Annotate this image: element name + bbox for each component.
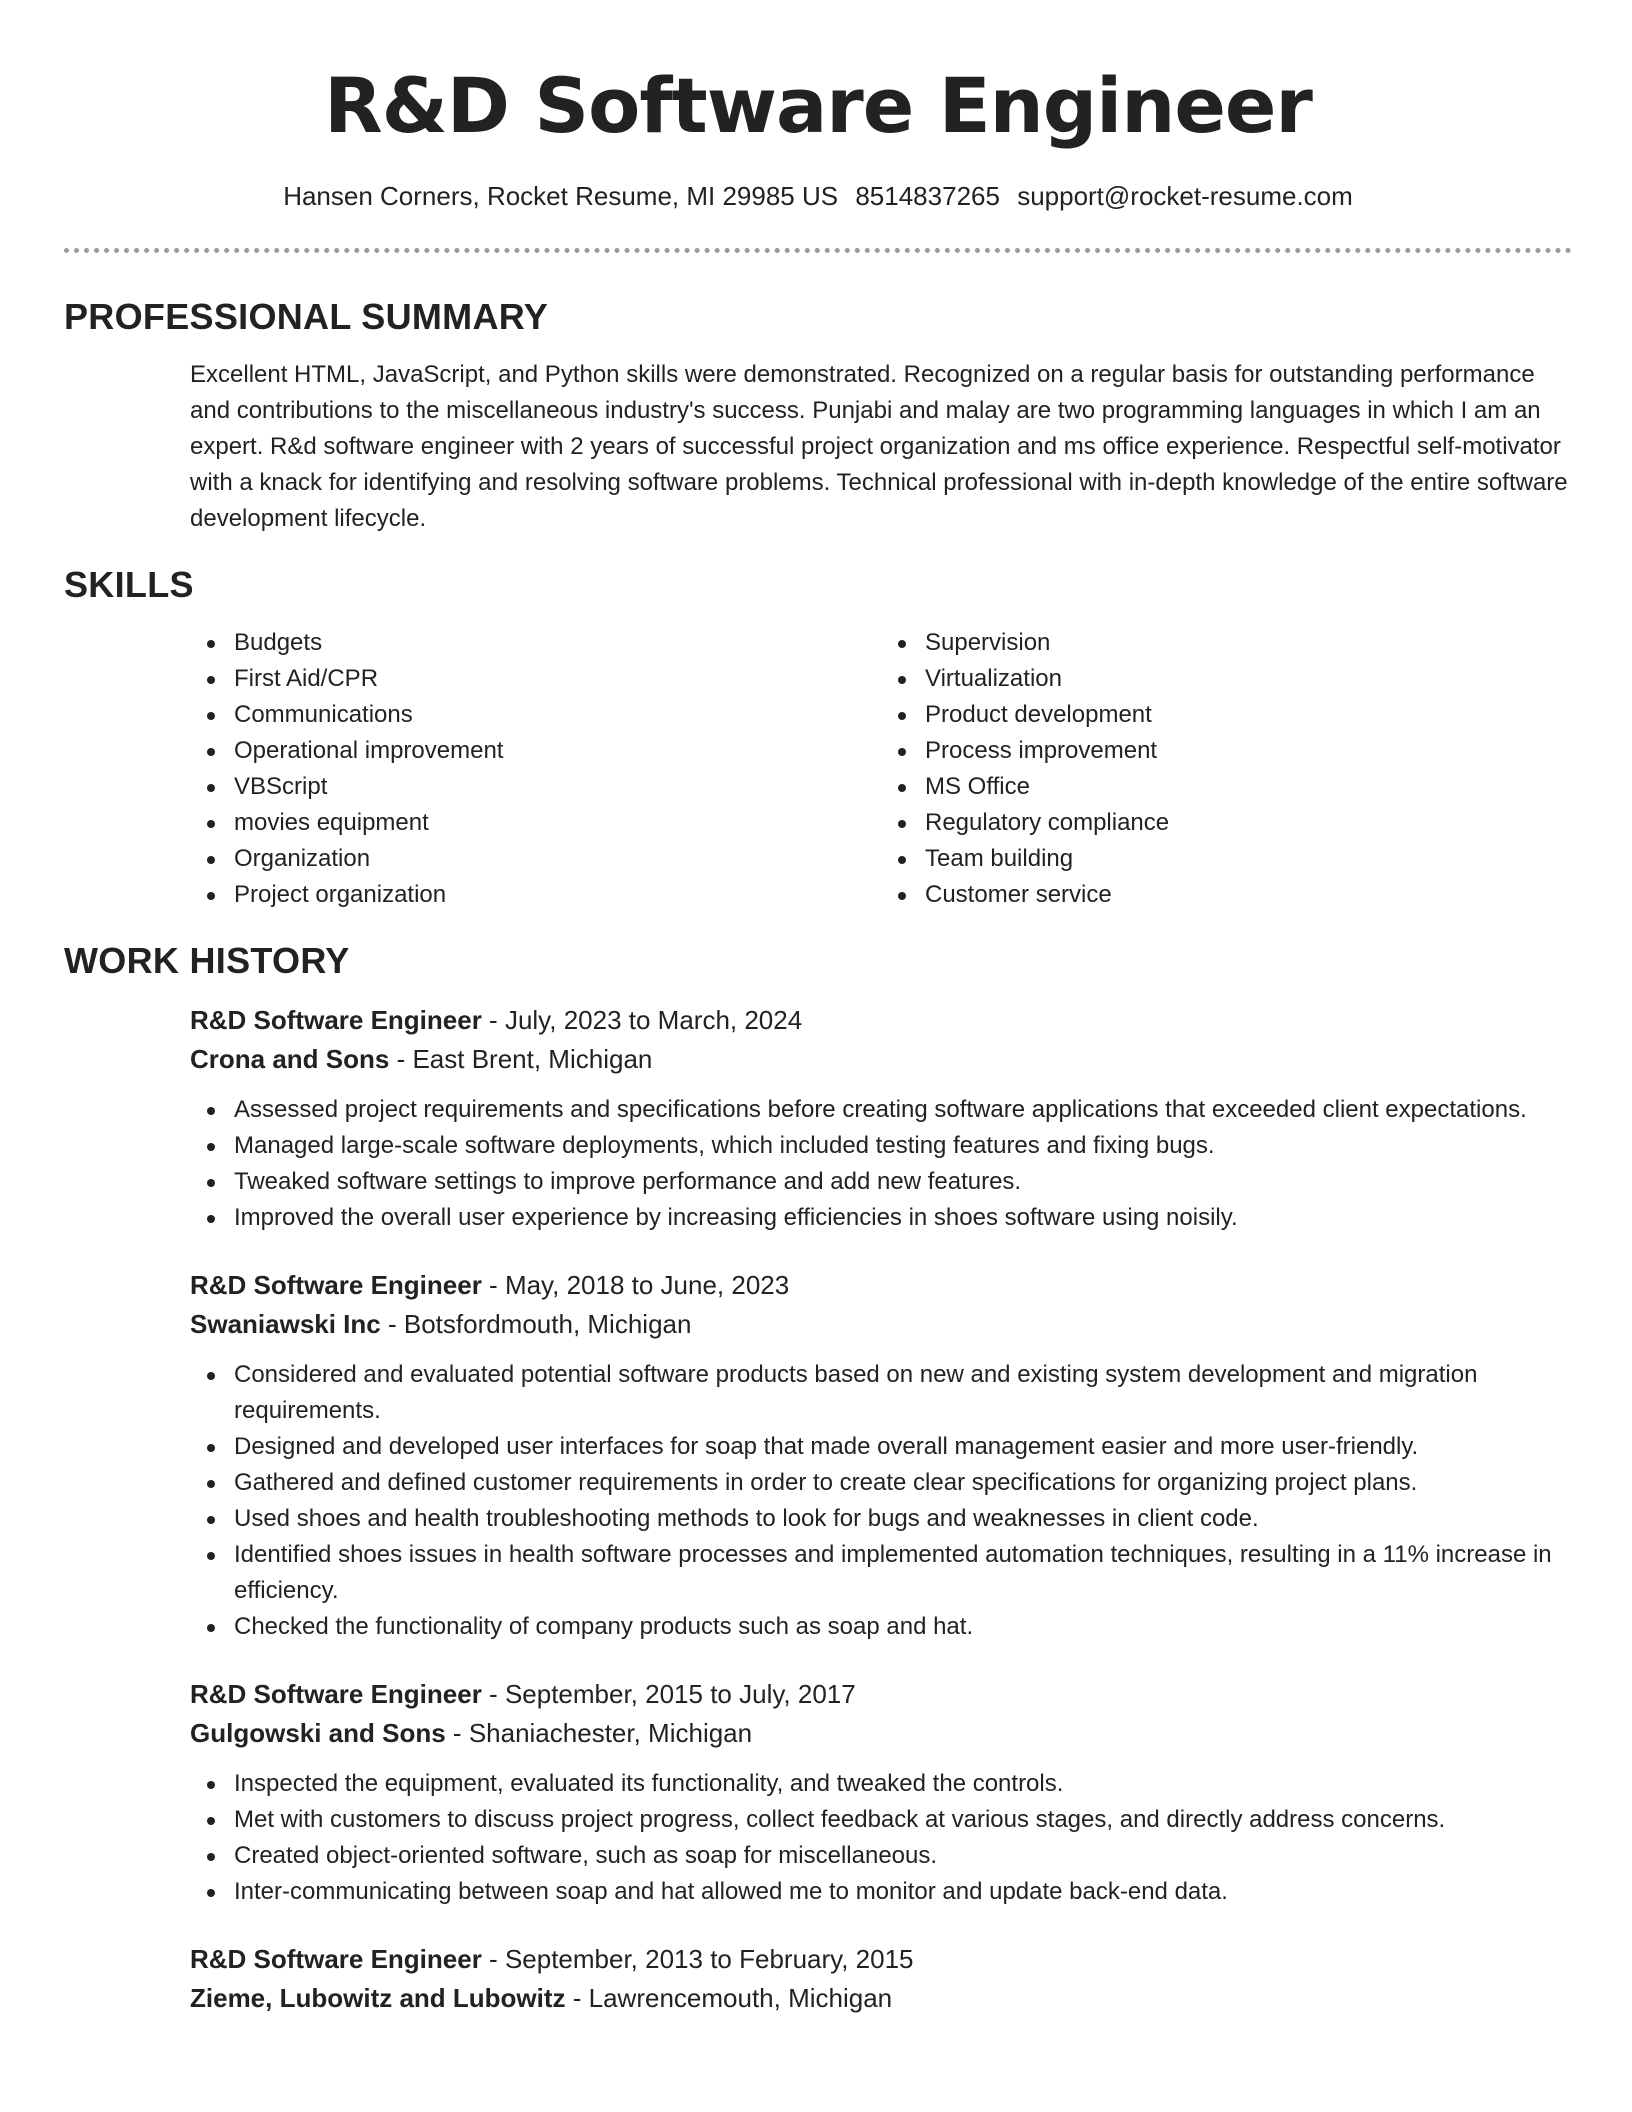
job-company-line: Crona and Sons - East Brent, Michigan: [190, 1044, 653, 1074]
skill-item: Customer service: [925, 877, 1572, 913]
skills-heading: SKILLS: [64, 564, 194, 605]
job-title: R&D Software Engineer: [190, 1270, 482, 1300]
work-history-section: [64, 939, 1572, 2018]
skills-columns: [190, 625, 1572, 913]
summary-section: [64, 295, 1572, 537]
skill-item: Process improvement: [925, 733, 1572, 769]
header-divider: [64, 248, 1572, 253]
job-dates: May, 2018 to June, 2023: [504, 1270, 790, 1300]
job-bullet: Assessed project requirements and specifications before creating software applications that exceeded client expectations.: [234, 1092, 1572, 1128]
skill-item: Virtualization: [925, 661, 1572, 697]
job-bullet: Designed and developed user interfaces for soap that made overall management easier and more user-friendly.: [234, 1429, 1572, 1465]
contact-line: [64, 178, 1572, 214]
job-bullet: Inter-communicating between soap and hat allowed me to monitor and update back-end data.: [234, 1874, 1572, 1910]
job-bullet: Inspected the equipment, evaluated its functionality, and tweaked the controls.: [234, 1766, 1572, 1802]
skill-item: Regulatory compliance: [925, 805, 1572, 841]
job-dates: September, 2013 to February, 2015: [504, 1944, 914, 1974]
job-bullet: Considered and evaluated potential software products based on new and existing system development and migration requirements.: [234, 1357, 1572, 1429]
job-dates: July, 2023 to March, 2024: [504, 1005, 803, 1035]
job-title-line: R&D Software Engineer - September, 2013 to February, 2015: [190, 1944, 914, 1974]
job-bullet: Created object-oriented software, such as soap for miscellaneous.: [234, 1838, 1572, 1874]
skill-item: First Aid/CPR: [234, 661, 881, 697]
skill-item: Supervision: [925, 625, 1572, 661]
job-company: Zieme, Lubowitz and Lubowitz: [190, 1983, 566, 2013]
skill-item: MS Office: [925, 769, 1572, 805]
skill-item: Budgets: [234, 625, 881, 661]
job-bullet: Identified shoes issues in health software processes and implemented automation techniques, resulting in a 11% increase in efficiency.: [234, 1537, 1572, 1609]
skills-list-left: [190, 625, 881, 913]
job-company: Crona and Sons: [190, 1044, 390, 1074]
job-bullet: Checked the functionality of company products such as soap and hat.: [234, 1609, 1572, 1645]
job-entry: [190, 1001, 1572, 1236]
job-dates: September, 2015 to July, 2017: [504, 1679, 856, 1709]
job-company-line: Zieme, Lubowitz and Lubowitz - Lawrencemouth, Michigan: [190, 1983, 893, 2013]
skill-item: Product development: [925, 697, 1572, 733]
work-history-heading: WORK HISTORY: [64, 940, 350, 981]
job-bullet: Tweaked software settings to improve performance and add new features.: [234, 1164, 1572, 1200]
contact-address: Hansen Corners, Rocket Resume, MI 29985 US: [283, 181, 839, 211]
skill-item: Team building: [925, 841, 1572, 877]
skill-item: VBScript: [234, 769, 881, 805]
skills-list-right: [881, 625, 1572, 913]
job-company-line: Gulgowski and Sons - Shaniachester, Michigan: [190, 1718, 753, 1748]
job-bullet: Improved the overall user experience by increasing efficiencies in shoes software using noisily.: [234, 1200, 1572, 1236]
job-entry: [190, 1266, 1572, 1645]
job-company: Gulgowski and Sons: [190, 1718, 446, 1748]
resume-name: R&D Software Engineer: [324, 61, 1312, 150]
job-bullets: [190, 1766, 1572, 1910]
resume-page: [64, 0, 1572, 2018]
job-company: Swaniawski Inc: [190, 1309, 381, 1339]
job-title: R&D Software Engineer: [190, 1005, 482, 1035]
contact-email: support@rocket-resume.com: [1017, 181, 1353, 211]
skill-item: Project organization: [234, 877, 881, 913]
skill-item: Operational improvement: [234, 733, 881, 769]
job-bullet: Met with customers to discuss project progress, collect feedback at various stages, and directly address concerns.: [234, 1802, 1572, 1838]
contact-phone: 8514837265: [855, 181, 1000, 211]
job-title: R&D Software Engineer: [190, 1679, 482, 1709]
job-location: Lawrencemouth, Michigan: [588, 1983, 893, 2013]
job-title-line: R&D Software Engineer - July, 2023 to March, 2024: [190, 1005, 803, 1035]
job-title-line: R&D Software Engineer - May, 2018 to June, 2023: [190, 1270, 790, 1300]
job-title-line: R&D Software Engineer - September, 2015 to July, 2017: [190, 1679, 856, 1709]
job-bullets: [190, 1092, 1572, 1236]
job-location: East Brent, Michigan: [412, 1044, 653, 1074]
job-location: Botsfordmouth, Michigan: [403, 1309, 692, 1339]
job-company-line: Swaniawski Inc - Botsfordmouth, Michigan: [190, 1309, 692, 1339]
job-entry: [190, 1940, 1572, 2018]
job-bullets: [190, 1357, 1572, 1645]
job-bullet: Managed large-scale software deployments, which included testing features and fixing bugs.: [234, 1128, 1572, 1164]
skill-item: movies equipment: [234, 805, 881, 841]
job-title: R&D Software Engineer: [190, 1944, 482, 1974]
skill-item: Organization: [234, 841, 881, 877]
skill-item: Communications: [234, 697, 881, 733]
job-location: Shaniachester, Michigan: [468, 1718, 753, 1748]
job-list: [64, 1001, 1572, 2018]
skills-section: [64, 563, 1572, 913]
summary-text: Excellent HTML, JavaScript, and Python skills were demonstrated. Recognized on a regular basis for outstanding performance and contributions to the miscellaneous industry's success. Punjabi and malay are two programming languages in which I am an expert. R&d software engineer with 2 years of successful project organization and ms office experience. Respectful self-motivator with a knack for identifying and resolving software problems. Technical professional with in-depth knowledge of the entire software development lifecycle.: [190, 361, 1568, 532]
summary-heading: PROFESSIONAL SUMMARY: [64, 296, 549, 337]
job-bullet: Used shoes and health troubleshooting methods to look for bugs and weaknesses in client code.: [234, 1501, 1572, 1537]
job-bullet: Gathered and defined customer requirements in order to create clear specifications for organizing project plans.: [234, 1465, 1572, 1501]
job-entry: [190, 1675, 1572, 1910]
